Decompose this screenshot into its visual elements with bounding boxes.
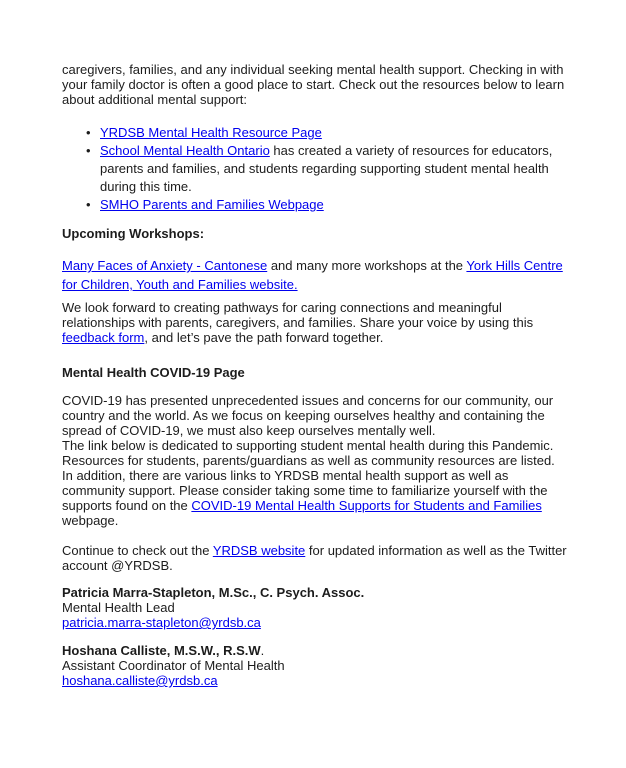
- text-run: .: [260, 643, 265, 658]
- text-line: [62, 92, 614, 107]
- text-line: [62, 643, 614, 658]
- text-line: [62, 483, 614, 498]
- text-run: account @YRDSB.: [62, 558, 173, 573]
- text-line: [100, 160, 614, 178]
- text-run: and many more workshops at the: [267, 258, 467, 273]
- text-line: [62, 408, 614, 423]
- text-line: [62, 543, 614, 558]
- text-line: [62, 330, 614, 345]
- text-run: caregivers, families, and any individual seeking mental health support. Checking in with: [62, 62, 564, 77]
- text-run: In addition, there are various links to YRDSB mental health support as well as: [62, 468, 509, 483]
- link[interactable]: hoshana.calliste@yrdsb.ca: [62, 673, 218, 688]
- text-run: We look forward to creating pathways for caring connections and meaningful: [62, 300, 502, 315]
- list-item: [62, 124, 614, 142]
- link[interactable]: YRDSB Mental Health Resource Page: [100, 125, 322, 140]
- text-run: for updated information as well as the Twitter: [305, 543, 567, 558]
- text-run: COVID-19 has presented unprecedented issues and concerns for our community, our: [62, 393, 554, 408]
- text-run: relationships with parents, caregivers, and families. Share your voice by using this: [62, 315, 534, 330]
- bold-text: Patricia Marra-Stapleton, M.Sc., C. Psych. Assoc.: [62, 585, 365, 600]
- bold-text: Hoshana Calliste, M.S.W., R.S.W: [62, 643, 261, 658]
- covid-heading: [62, 365, 614, 380]
- signature-patricia: [62, 585, 614, 630]
- text-run: spread of COVID-19, we must also keep ourselves mentally well.: [62, 423, 436, 438]
- text-line: [62, 62, 614, 77]
- resources-list: [62, 124, 614, 214]
- text-line: [62, 615, 614, 630]
- text-run: parents and families, and students regarding supporting student mental health: [100, 161, 549, 176]
- text-run: The link below is dedicated to supporting student mental health during this Pandemic.: [62, 438, 554, 453]
- text-line: [62, 315, 614, 330]
- text-line: [62, 365, 614, 380]
- text-run: Resources for students, parents/guardians as well as community resources are listed.: [62, 453, 555, 468]
- text-run: during this time.: [100, 179, 192, 194]
- text-run: , and let’s pave the path forward together.: [144, 330, 384, 345]
- text-line: [62, 438, 614, 453]
- text-line: [62, 600, 614, 615]
- text-run: Continue to check out the: [62, 543, 213, 558]
- text-line: [62, 226, 614, 241]
- text-run: Mental Health Lead: [62, 600, 175, 615]
- continue-paragraph: [62, 543, 614, 573]
- link[interactable]: patricia.marra-stapleton@yrdsb.ca: [62, 615, 261, 630]
- feedback-paragraph: [62, 300, 614, 345]
- text-line: [62, 498, 614, 513]
- workshops-paragraph: [62, 256, 614, 294]
- text-line: [62, 393, 614, 408]
- text-run: Upcoming Workshops:: [62, 226, 205, 241]
- text-line: [62, 585, 614, 600]
- link[interactable]: Many Faces of Anxiety - Cantonese: [62, 258, 268, 273]
- text-run: Assistant Coordinator of Mental Health: [62, 658, 285, 673]
- text-run: your family doctor is often a good place to start. Check out the resources below to learn: [62, 77, 565, 92]
- link[interactable]: YRDSB website: [212, 543, 306, 558]
- text-run: about additional mental support:: [62, 92, 248, 107]
- link[interactable]: School Mental Health Ontario: [100, 143, 270, 158]
- text-line: [62, 423, 614, 438]
- text-line: [62, 558, 614, 573]
- link[interactable]: feedback form: [62, 330, 145, 345]
- intro-paragraph: [62, 62, 614, 107]
- text-run: country and the world. As we focus on keeping ourselves healthy and containing the: [62, 408, 545, 423]
- text-run: Mental Health COVID-19 Page: [62, 365, 245, 380]
- link[interactable]: York Hills Centre: [466, 258, 563, 273]
- text-line: [62, 513, 614, 528]
- text-line: [100, 142, 614, 160]
- link[interactable]: COVID-19 Mental Health Supports for Students and Families: [191, 498, 542, 513]
- link[interactable]: SMHO Parents and Families Webpage: [100, 197, 324, 212]
- document-page: [62, 62, 614, 688]
- text-line: [100, 124, 614, 142]
- covid-paragraph: [62, 393, 614, 528]
- text-run: has created a variety of resources for educators,: [269, 143, 553, 158]
- text-run: supports found on the: [62, 498, 192, 513]
- text-line: [62, 77, 614, 92]
- text-line: [62, 453, 614, 468]
- text-line: [62, 300, 614, 315]
- text-line: [100, 196, 614, 214]
- text-line: [62, 673, 614, 688]
- text-run: community support. Please consider taking some time to familiarize yourself with the: [62, 483, 548, 498]
- signature-hoshana: [62, 643, 614, 688]
- list-item: [62, 196, 614, 214]
- text-line: [62, 658, 614, 673]
- upcoming-workshops-heading: [62, 226, 614, 241]
- text-line: [62, 468, 614, 483]
- text-line: [62, 256, 614, 275]
- list-item: [62, 142, 614, 196]
- text-run: webpage.: [62, 513, 119, 528]
- link[interactable]: for Children, Youth and Families website.: [62, 277, 298, 292]
- text-line: [100, 178, 614, 196]
- text-line: [62, 275, 614, 294]
